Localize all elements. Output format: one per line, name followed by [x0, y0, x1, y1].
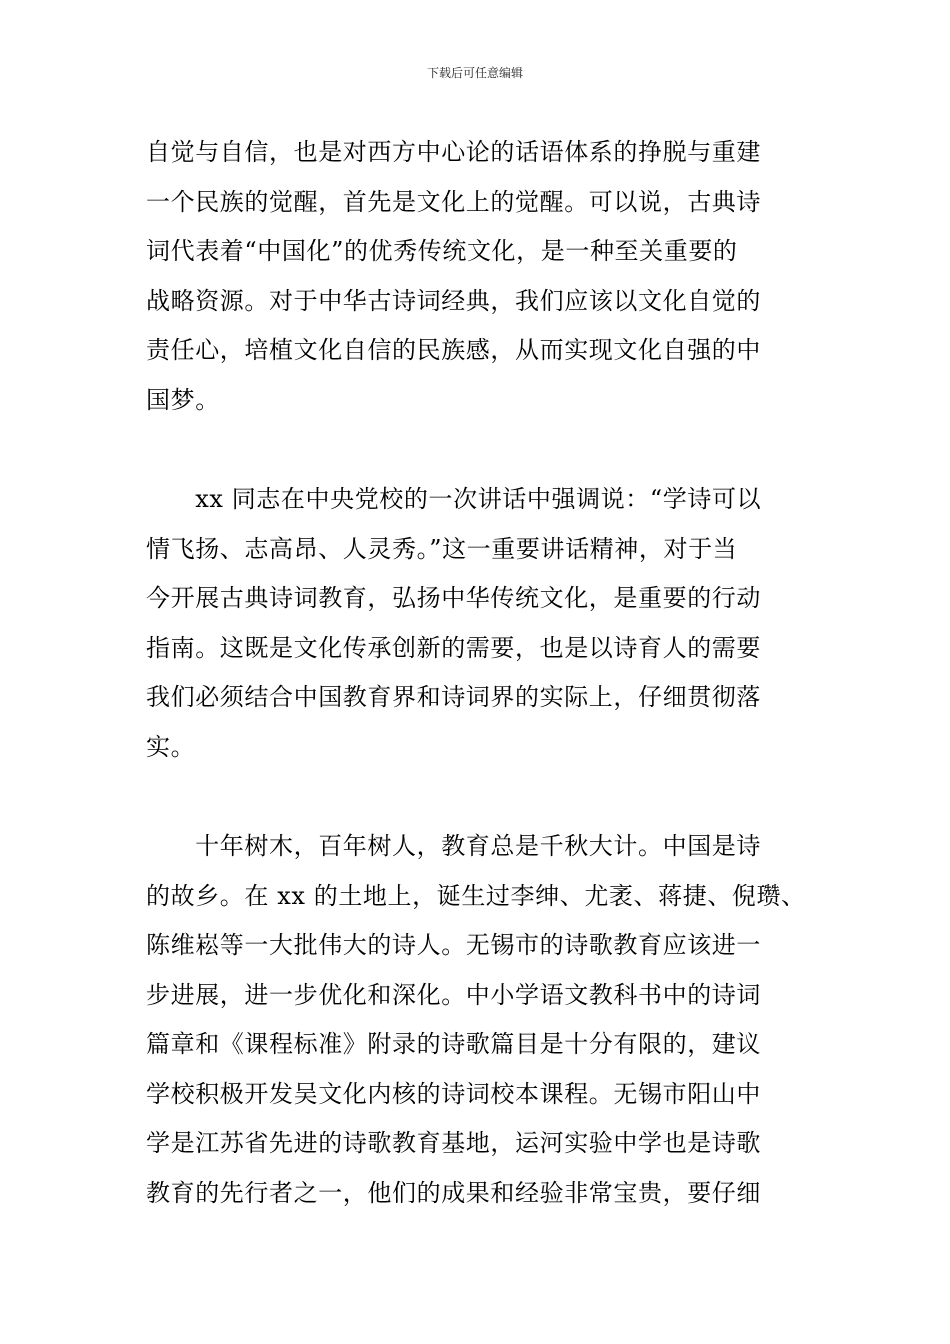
- text-line: 步进展，进一步优化和深化。中小学语文教科书中的诗词: [146, 980, 761, 1009]
- text-line: 陈维崧等一大批伟大的诗人。无锡市的诗歌教育应该进一: [146, 931, 761, 959]
- paragraph-spacer: [146, 425, 814, 475]
- text-line: 篇章和《课程标准》附录的诗歌篇目是十分有限的，建议: [146, 1030, 761, 1058]
- page-header: 下载后可任意编辑: [426, 66, 523, 80]
- paragraph-spacer: [146, 772, 814, 822]
- paragraph-2: [146, 475, 814, 772]
- text-line: 国梦。: [146, 385, 220, 414]
- text-line: 学是江苏省先进的诗歌教育基地，运河实验中学也是诗歌: [146, 1129, 761, 1157]
- text-line: 教育的先行者之一，他们的成果和经验非常宝贵，要仔细: [146, 1178, 761, 1207]
- text-line: 情飞扬、志高昂、人灵秀。”这一重要讲话精神，对于当: [146, 534, 738, 563]
- text-line: 一个民族的觉醒，首先是文化上的觉醒。可以说，古典诗: [146, 187, 761, 216]
- text-line: 责任心，培植文化自信的民族感，从而实现文化自强的中: [146, 336, 761, 364]
- paragraph-1: [146, 128, 814, 425]
- text-line: 的故乡。在 xx 的土地上，诞生过李绅、尤袤、蒋捷、倪瓒、: [146, 881, 806, 910]
- text-line: 指南。这既是文化传承创新的需要，也是以诗育人的需要: [146, 633, 761, 662]
- text-line: 词代表着“中国化”的优秀传统文化，是一种至关重要的: [146, 237, 738, 265]
- paragraph-3: [146, 822, 814, 1218]
- text-line: 我们必须结合中国教育界和诗词界的实际上，仔细贯彻落: [146, 683, 761, 711]
- text-line: 十年树木，百年树人，教育总是千秋大计。中国是诗: [146, 832, 761, 860]
- text-line: 战略资源。对于中华古诗词经典，我们应该以文化自觉的: [146, 286, 761, 315]
- text-line: 今开展古典诗词教育，弘扬中华传统文化，是重要的行动: [146, 584, 761, 612]
- document-body: [146, 128, 814, 1218]
- text-line: 实。: [146, 732, 196, 761]
- text-line: 学校积极开发吴文化内核的诗词校本课程。无锡市阳山中: [146, 1079, 761, 1108]
- text-line: xx 同志在中央党校的一次讲话中强调说：“学诗可以: [146, 485, 762, 513]
- text-line: 自觉与自信，也是对西方中心论的话语体系的挣脱与重建: [146, 138, 761, 166]
